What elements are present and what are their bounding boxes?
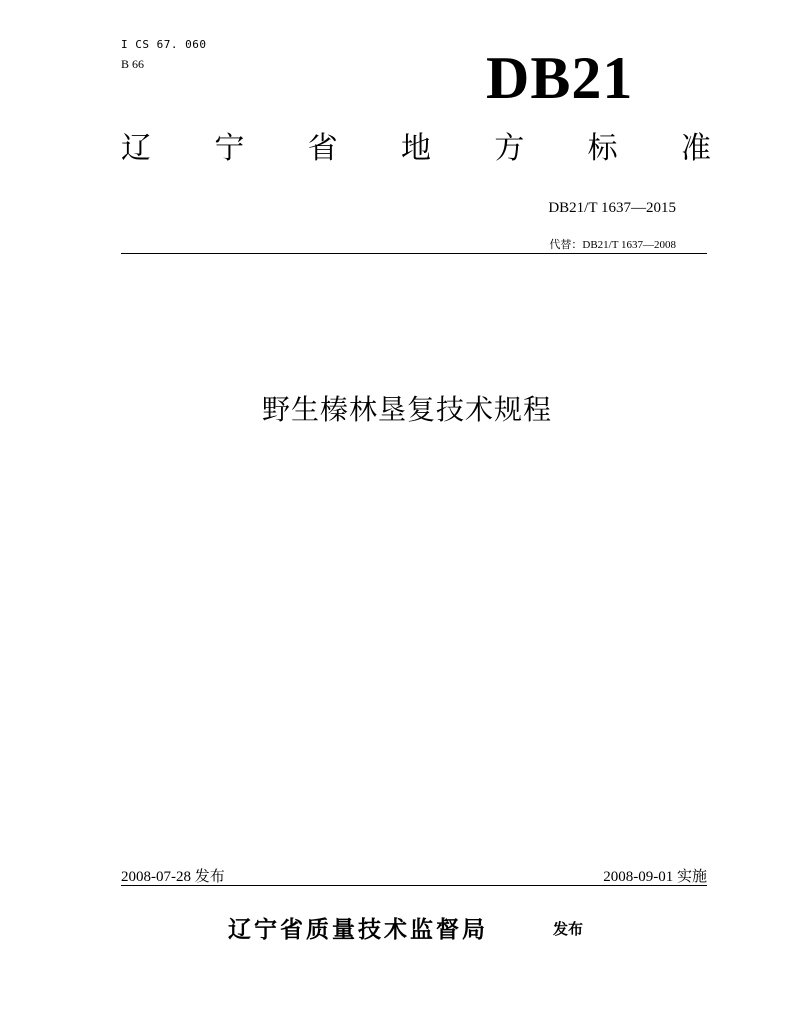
implementation-date: 2008-09-01 实施	[603, 869, 707, 885]
document-title: 野生榛林垦复技术规程	[261, 393, 552, 426]
ics-code: I CS 67. 060	[121, 38, 207, 51]
ccs-code: B 66	[121, 57, 145, 71]
standard-number: DB21/T 1637—2015	[548, 200, 676, 216]
standard-type-heading	[121, 131, 711, 166]
standard-logo: DB21	[486, 45, 634, 111]
standard-type-char: 方	[494, 131, 525, 166]
standard-type-char: 省	[307, 131, 338, 166]
bottom-divider	[121, 885, 707, 886]
replaces-standard: 代替：DB21/T 1637—2008	[549, 239, 676, 251]
issuing-label: 发布	[553, 920, 584, 938]
top-divider	[121, 253, 707, 254]
standard-type-char: 宁	[214, 131, 245, 166]
standard-type-char: 地	[400, 131, 431, 166]
standard-type-char: 准	[680, 131, 711, 166]
standard-type-char: 标	[587, 131, 618, 166]
issue-date: 2008-07-28 发布	[121, 869, 225, 885]
standard-type-char: 辽	[121, 131, 151, 166]
issuing-authority: 辽宁省质量技术监督局	[228, 917, 488, 943]
